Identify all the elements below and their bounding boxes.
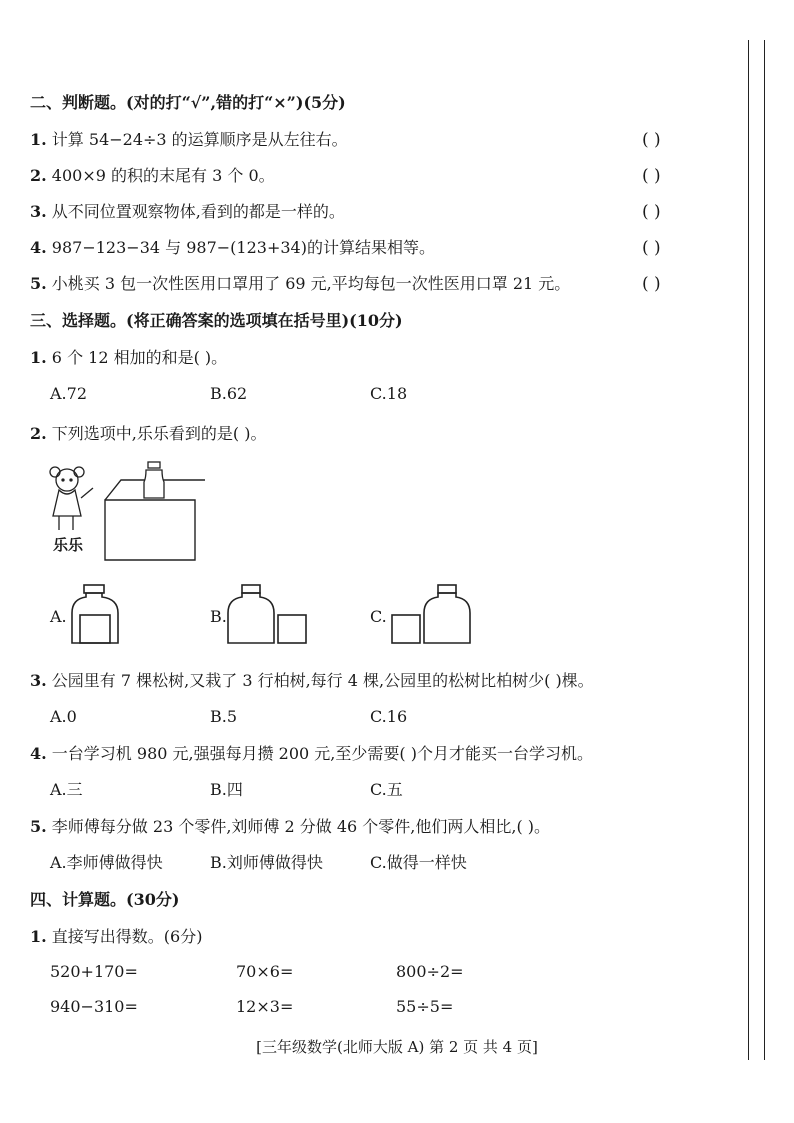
q3-option-c[interactable]: C.16 — [370, 707, 408, 726]
bottle-illustration — [144, 462, 164, 498]
judge-item-5 — [30, 273, 570, 295]
choice-q2 — [30, 423, 266, 445]
q2-option-b-label[interactable]: B. — [210, 607, 227, 626]
q4-option-b[interactable]: B.四 — [210, 780, 243, 799]
lele-label: 乐乐 — [53, 536, 84, 554]
item-number: 2. — [30, 424, 47, 443]
choice-q1 — [30, 347, 227, 369]
choice-q4 — [30, 743, 593, 765]
calc-1-3: 800÷2= — [396, 962, 464, 981]
item-text: 987−123−34 与 987−(123+34)的计算结果相等。 — [51, 238, 435, 257]
item-number: 1. — [30, 348, 47, 367]
item-number: 2. — [30, 166, 47, 185]
answer-paren-4[interactable]: ( ) — [642, 238, 661, 258]
q2-option-b-figure[interactable] — [226, 583, 316, 645]
q5-option-a[interactable]: A.李师傅做得快 — [50, 853, 163, 872]
item-number: 3. — [30, 671, 47, 690]
girl-illustration — [50, 467, 93, 530]
item-text: 直接写出得数。(6分) — [51, 927, 203, 946]
q2-option-a-label[interactable]: A. — [50, 607, 67, 626]
q5-option-b[interactable]: B.刘师傅做得快 — [210, 853, 323, 872]
section3-title: 三、选择题。(将正确答案的选项填在括号里)(10分) — [30, 311, 403, 330]
choice-q5 — [30, 816, 550, 838]
calc-q1 — [30, 926, 202, 948]
item-text: 6 个 12 相加的和是( )。 — [51, 348, 228, 367]
calc-2-3: 55÷5= — [396, 997, 454, 1016]
item-text: 计算 54−24÷3 的运算顺序是从左往右。 — [51, 130, 348, 149]
q2-option-c-label[interactable]: C. — [370, 607, 387, 626]
item-text: 公园里有 7 棵松树,又栽了 3 行柏树,每行 4 棵,公园里的松树比柏树少( )棵。 — [51, 671, 594, 690]
q1-option-c[interactable]: C.18 — [370, 384, 408, 403]
judge-item-2 — [30, 165, 275, 187]
item-text: 小桃买 3 包一次性医用口罩用了 69 元,平均每包一次性医用口罩 21 元。 — [51, 274, 571, 293]
item-text: 400×9 的积的末尾有 3 个 0。 — [51, 166, 275, 185]
q4-option-c[interactable]: C.五 — [370, 780, 403, 799]
q1-option-b[interactable]: B.62 — [210, 384, 248, 403]
section2-title: 二、判断题。(对的打“√”,错的打“×”)(5分) — [30, 93, 346, 112]
q3-option-b[interactable]: B.5 — [210, 707, 238, 726]
item-number: 1. — [30, 927, 47, 946]
q1-option-a[interactable]: A.72 — [50, 384, 87, 403]
choice-q3 — [30, 670, 594, 692]
calc-2-1: 940−310= — [50, 997, 138, 1016]
section4-title: 四、计算题。(30分) — [30, 890, 180, 909]
answer-paren-2[interactable]: ( ) — [642, 166, 661, 186]
item-number: 4. — [30, 744, 47, 763]
item-text: 李师傅每分做 23 个零件,刘师傅 2 分做 46 个零件,他们两人相比,( )。 — [51, 817, 551, 836]
q5-option-c[interactable]: C.做得一样快 — [370, 853, 467, 872]
item-number: 5. — [30, 817, 47, 836]
answer-paren-1[interactable]: ( ) — [642, 130, 661, 150]
calc-2-2: 12×3= — [236, 997, 294, 1016]
item-text: 下列选项中,乐乐看到的是( )。 — [51, 424, 267, 443]
page-footer: [三年级数学(北师大版 A) 第 2 页 共 4 页] — [256, 1038, 538, 1056]
item-text: 从不同位置观察物体,看到的都是一样的。 — [51, 202, 345, 221]
item-text: 一台学习机 980 元,强强每月攒 200 元,至少需要( )个月才能买一台学习机。 — [51, 744, 593, 763]
calc-1-2: 70×6= — [236, 962, 294, 981]
q2-option-a-figure[interactable] — [66, 583, 126, 645]
calc-1-1: 520+170= — [50, 962, 138, 981]
judge-item-1 — [30, 129, 348, 151]
margin-line-left — [748, 40, 749, 1060]
item-number: 5. — [30, 274, 47, 293]
judge-item-3 — [30, 201, 345, 223]
item-number: 4. — [30, 238, 47, 257]
q4-option-a[interactable]: A.三 — [50, 780, 83, 799]
answer-paren-3[interactable]: ( ) — [642, 202, 661, 222]
q2-option-c-figure[interactable] — [388, 583, 478, 645]
judge-item-4 — [30, 237, 435, 259]
item-number: 1. — [30, 130, 47, 149]
answer-paren-5[interactable]: ( ) — [642, 274, 661, 294]
margin-line-right — [764, 40, 765, 1060]
q3-option-a[interactable]: A.0 — [50, 707, 77, 726]
item-number: 3. — [30, 202, 47, 221]
